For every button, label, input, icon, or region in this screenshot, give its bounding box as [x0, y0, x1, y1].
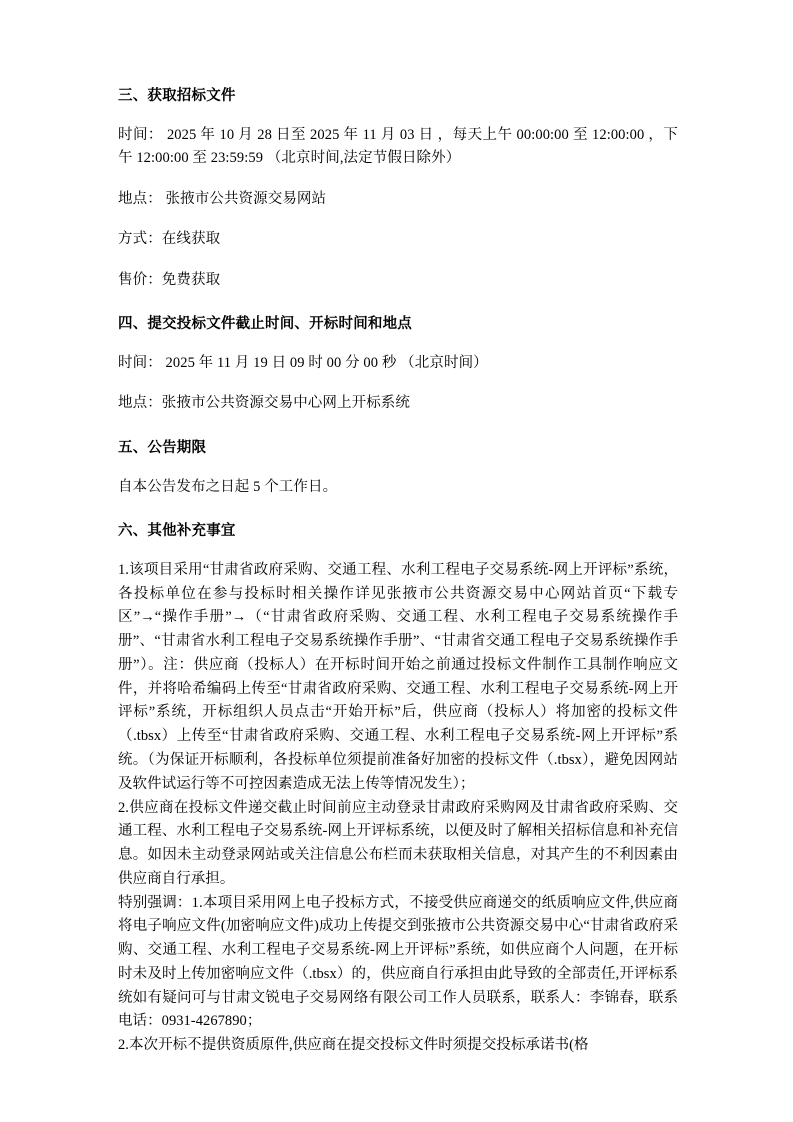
section-heading-6: 六、其他补充事宜: [118, 523, 236, 540]
spacer: [118, 543, 678, 559]
section-3-paragraph-3: 方式：在线获取: [118, 231, 221, 248]
section-6-paragraph-4: 2.本次开标不提供资质原件,供应商在提交投标文件时须提交投标承诺书(格: [118, 1037, 589, 1054]
section-6-paragraph-3: 特别强调：1.本项目采用网上电子投标方式，不接受供应商递交的纸质响应文件,供应商将电子响应文件(加密响应文件)成功上传提交到张掖市公共资源交易中心“甘肃省政府采购、交通工程、水利工程电子交易系统-网上开评标”系统，如供应商个人问题，在开标时未及时上传加密响应文件（.tbsx）的，供应商自行承担由此导致的全部责任,开评标系统如有疑问可与甘肃文锐电子交易网络有限公司工作人员联系，联系人：李锦春，联系电话：0931-4267890；: [118, 894, 678, 1030]
section-6-paragraph-2: 2.供应商在投标文件递交截止时间前应主动登录甘肃政府采购网及甘肃省政府采购、交通工程、水利工程电子交易系统-网上开评标系统，以便及时了解相关招标信息和补充信息。如因未主动登录网站或关注信息公布栏而未获取相关信息，对其产生的不利因素由供应商自行承担。: [118, 799, 678, 887]
spacer: [118, 171, 678, 188]
section-heading-4: 四、提交投标文件截止时间、开标时间和地点: [118, 316, 412, 333]
spacer: [118, 416, 678, 438]
section-heading-3: 三、获取招标文件: [118, 88, 236, 104]
section-3-paragraph-1: 时间： 2025 年 10 月 28 日至 2025 年 11 月 03 日 ，每天上午 00:00:00 至 12:00:00 ，下午 12:00:00 至 23:59:59 （北京时间,法定节假日除外）: [118, 126, 678, 167]
section-3-paragraph-2: 地点： 张掖市公共资源交易网站: [118, 190, 327, 207]
spacer: [118, 336, 678, 352]
spacer: [118, 460, 678, 476]
section-5-paragraph-1: 自本公告发布之日起 5 个工作日。: [118, 478, 338, 495]
section-heading-5: 五、公告期限: [118, 439, 207, 456]
spacer: [118, 211, 678, 228]
section-4-paragraph-1: 时间： 2025 年 11 月 19 日 09 时 00 分 00 秒 （北京时间）: [118, 354, 488, 371]
spacer: [118, 375, 678, 392]
section-6-paragraph-1: 1.该项目采用“甘肃省政府采购、交通工程、水利工程电子交易系统-网上开评标”系统，各投标单位在参与投标时相关操作详见张掖市公共资源交易中心网站首页“下载专区”→“操作手册”→（“甘肃省政府采购、交通工程、水利工程电子交易系统操作手册”、“甘肃省水利工程电子交易系统操作手册”、“甘肃省交通工程电子交易系统操作手册”）。注：供应商（投标人）在开标时间开始之前通过投标文件制作工具制作响应文件，并将哈希编码上传至“甘肃省政府采购、交通工程、水利工程电子交易系统-网上开评标”系统，开标组织人员点击“开始开标”后，供应商（投标人）将加密的投标文件（.tbsx）上传至“甘肃省政府采购、交通工程、水利工程电子交易系统-网上开评标”系统。（为保证开标顺利，各投标单位须提前准备好加密的投标文件（.tbsx），避免因网站及软件试运行等不可控因素造成无法上传等情况发生）；: [118, 561, 678, 792]
spacer: [118, 292, 678, 314]
section-4-paragraph-2: 地点：张掖市公共资源交易中心网上开标系统: [118, 395, 410, 412]
spacer: [118, 499, 678, 521]
spacer: [118, 252, 678, 269]
spacer: [118, 108, 678, 124]
document-body: [118, 86, 678, 1058]
section-3-paragraph-4: 售价：免费获取: [118, 271, 221, 288]
